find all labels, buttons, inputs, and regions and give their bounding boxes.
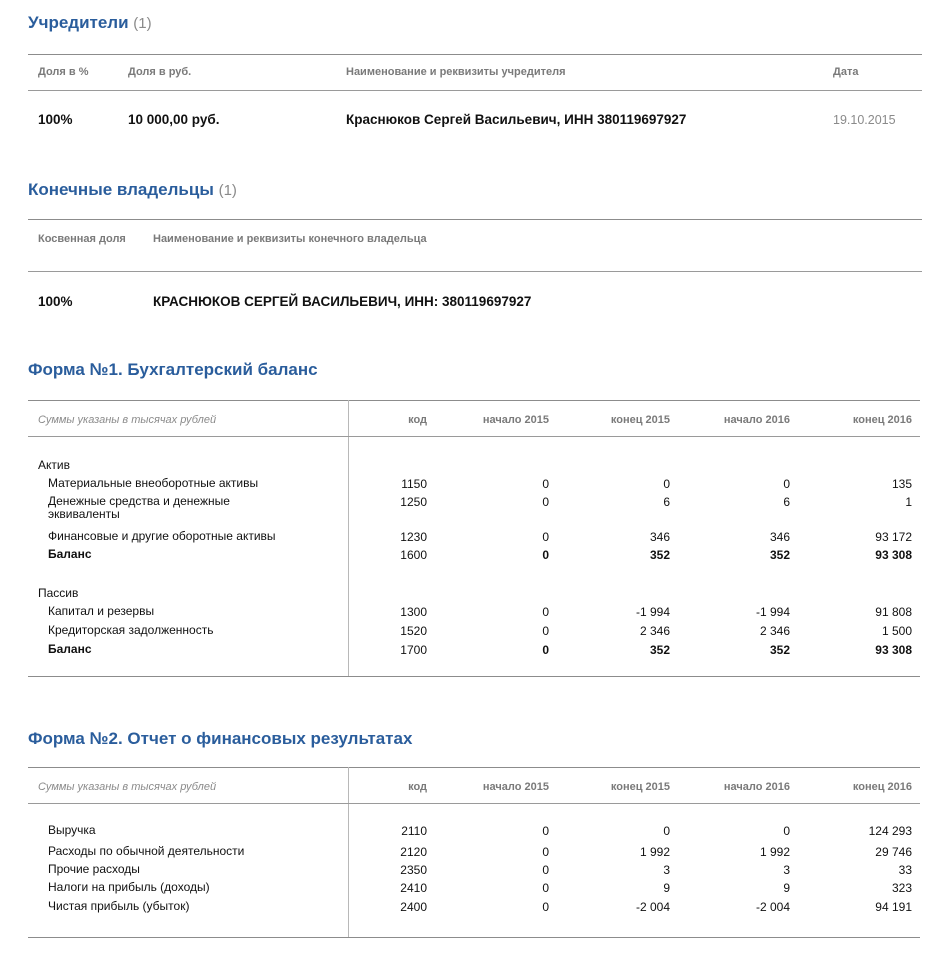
table-row <box>0 845 951 863</box>
owners-title-text: Конечные владельцы <box>28 180 214 199</box>
row-end2016: 29 746 <box>875 845 912 859</box>
row-start2016: 0 <box>783 477 790 491</box>
row-end2015: 352 <box>649 643 670 657</box>
row-start2015: 0 <box>542 495 549 509</box>
table-row <box>0 881 951 899</box>
table-row <box>0 900 951 918</box>
form1-header-start2016: начало 2016 <box>723 414 790 426</box>
row-start2015: 0 <box>542 863 549 877</box>
row-label: Финансовые и другие оборотные активы <box>48 529 276 543</box>
founders-title-text: Учредители <box>28 13 129 32</box>
row-end2016: 135 <box>891 477 912 491</box>
row-label: Чистая прибыль (убыток) <box>48 899 190 913</box>
row-start2016: 352 <box>769 643 790 657</box>
row-start2016: 2 346 <box>759 624 790 638</box>
table-row <box>0 477 951 495</box>
row-end2015: 6 <box>663 495 670 509</box>
form1-group-label <box>0 458 951 476</box>
form1-header-end2016: конец 2016 <box>852 414 912 426</box>
table-row <box>0 863 951 881</box>
founders-top-rule <box>28 54 922 55</box>
row-code: 1250 <box>400 495 427 509</box>
form2-header-rule <box>28 803 920 804</box>
row-end2015: 9 <box>663 881 670 895</box>
founders-name[interactable]: Краснюков Сергей Васильевич, ИНН 380119697927 <box>346 112 687 127</box>
row-start2015: 0 <box>542 530 549 544</box>
row-start2015: 0 <box>542 548 549 562</box>
form2-header-note: Суммы указаны в тысячах рублей <box>38 781 217 793</box>
form1-title-text: Форма №1. Бухгалтерский баланс <box>28 360 318 379</box>
form2-title <box>28 729 412 749</box>
row-code: 2410 <box>400 881 427 895</box>
row-code: 1600 <box>400 548 427 562</box>
row-code: 1300 <box>400 605 427 619</box>
row-end2015: 1 992 <box>639 845 670 859</box>
row-end2016: 1 <box>905 495 912 509</box>
row-start2016: 9 <box>783 881 790 895</box>
table-row <box>0 530 951 548</box>
row-start2015: 0 <box>542 605 549 619</box>
row-end2015: 0 <box>663 824 670 838</box>
row-code: 2400 <box>400 900 427 914</box>
row-start2015: 0 <box>542 900 549 914</box>
row-end2016: 91 808 <box>875 605 912 619</box>
row-label: Кредиторская задолженность <box>48 623 214 637</box>
row-start2015: 0 <box>542 845 549 859</box>
row-code: 2120 <box>400 845 427 859</box>
row-start2016: 6 <box>783 495 790 509</box>
row-start2016: -1 994 <box>755 605 790 619</box>
form2-bottom-rule <box>28 937 920 938</box>
row-label: Выручка <box>48 823 96 837</box>
row-label: Баланс <box>48 642 92 656</box>
row-label: Денежные средства и денежные эквиваленты <box>48 494 230 521</box>
row-start2015: 0 <box>542 824 549 838</box>
row-end2016: 323 <box>891 881 912 895</box>
table-row <box>0 495 951 527</box>
row-label: Прочие расходы <box>48 862 140 876</box>
form2-header-end2015: конец 2015 <box>610 781 670 793</box>
founders-header-name: Наименование и реквизиты учредителя <box>346 66 566 78</box>
form1-header-code: код <box>408 414 427 426</box>
form1-top-rule <box>28 400 920 401</box>
table-row-total <box>0 548 951 566</box>
owners-header-name: Наименование и реквизиты конечного владельца <box>153 233 427 245</box>
row-end2015: 0 <box>663 477 670 491</box>
table-row <box>0 605 951 623</box>
row-end2016: 124 293 <box>868 824 912 838</box>
table-row <box>0 624 951 642</box>
owners-name[interactable]: КРАСНЮКОВ СЕРГЕЙ ВАСИЛЬЕВИЧ, ИНН: 380119697927 <box>153 294 532 309</box>
form1-group-aktiv: Актив <box>38 458 70 472</box>
row-label: Капитал и резервы <box>48 604 155 618</box>
row-start2015: 0 <box>542 643 549 657</box>
founders-title <box>28 13 152 33</box>
form1-header-rule <box>28 436 920 437</box>
row-code: 1700 <box>400 643 427 657</box>
row-end2016: 94 191 <box>875 900 912 914</box>
form1-title <box>28 360 318 380</box>
form1-header-start2015: начало 2015 <box>482 414 549 426</box>
row-end2015: -2 004 <box>635 900 670 914</box>
row-label: Налоги на прибыль (доходы) <box>48 880 210 894</box>
row-end2016: 93 308 <box>875 643 912 657</box>
owners-top-rule <box>28 219 922 220</box>
row-code: 1230 <box>400 530 427 544</box>
form1-group-passiv: Пассив <box>38 586 79 600</box>
row-end2015: 2 346 <box>639 624 670 638</box>
row-end2015: 346 <box>649 530 670 544</box>
form1-header-end2015: конец 2015 <box>610 414 670 426</box>
row-label: Материальные внеоборотные активы <box>48 476 259 490</box>
form2-header-end2016: конец 2016 <box>852 781 912 793</box>
row-start2016: 352 <box>769 548 790 562</box>
row-start2016: 0 <box>783 824 790 838</box>
form2-header-start2015: начало 2015 <box>482 781 549 793</box>
founders-header-share-rub: Доля в руб. <box>128 66 192 78</box>
row-start2016: 1 992 <box>759 845 790 859</box>
row-start2016: -2 004 <box>755 900 790 914</box>
table-row-total <box>0 643 951 661</box>
row-start2016: 346 <box>769 530 790 544</box>
founders-share-pct: 100% <box>38 112 73 127</box>
row-end2015: 352 <box>649 548 670 562</box>
form2-header-start2016: начало 2016 <box>723 781 790 793</box>
row-label: Баланс <box>48 547 92 561</box>
row-end2016: 1 500 <box>881 624 912 638</box>
row-code: 1520 <box>400 624 427 638</box>
form2-header-code: код <box>408 781 427 793</box>
form2-title-text: Форма №2. Отчет о финансовых результатах <box>28 729 413 748</box>
founders-header-date: Дата <box>833 66 859 78</box>
row-end2016: 93 172 <box>875 530 912 544</box>
row-label: Расходы по обычной деятельности <box>48 844 245 858</box>
owners-indirect: 100% <box>38 294 73 309</box>
form1-bottom-rule <box>28 676 920 677</box>
row-end2015: -1 994 <box>635 605 670 619</box>
owners-count: (1) <box>218 182 237 199</box>
form1-group-label <box>0 586 951 604</box>
owners-title <box>28 180 237 200</box>
founders-header-rule <box>28 90 922 91</box>
form2-top-rule <box>28 767 920 768</box>
row-start2015: 0 <box>542 624 549 638</box>
row-end2016: 33 <box>898 863 912 877</box>
row-code: 2350 <box>400 863 427 877</box>
founders-share-rub: 10 000,00 руб. <box>128 112 220 127</box>
table-row <box>0 824 951 842</box>
form1-header-note: Суммы указаны в тысячах рублей <box>38 414 217 426</box>
row-code: 1150 <box>401 477 427 491</box>
owners-header-rule <box>28 271 922 272</box>
row-start2015: 0 <box>542 881 549 895</box>
founders-date: 19.10.2015 <box>833 113 896 127</box>
row-end2015: 3 <box>663 863 670 877</box>
owners-header-indirect: Косвенная доля <box>38 233 126 245</box>
row-code: 2110 <box>401 824 427 838</box>
row-start2016: 3 <box>783 863 790 877</box>
row-end2016: 93 308 <box>875 548 912 562</box>
founders-count: (1) <box>133 15 152 32</box>
row-start2015: 0 <box>542 477 549 491</box>
founders-header-share-pct: Доля в % <box>38 66 89 78</box>
